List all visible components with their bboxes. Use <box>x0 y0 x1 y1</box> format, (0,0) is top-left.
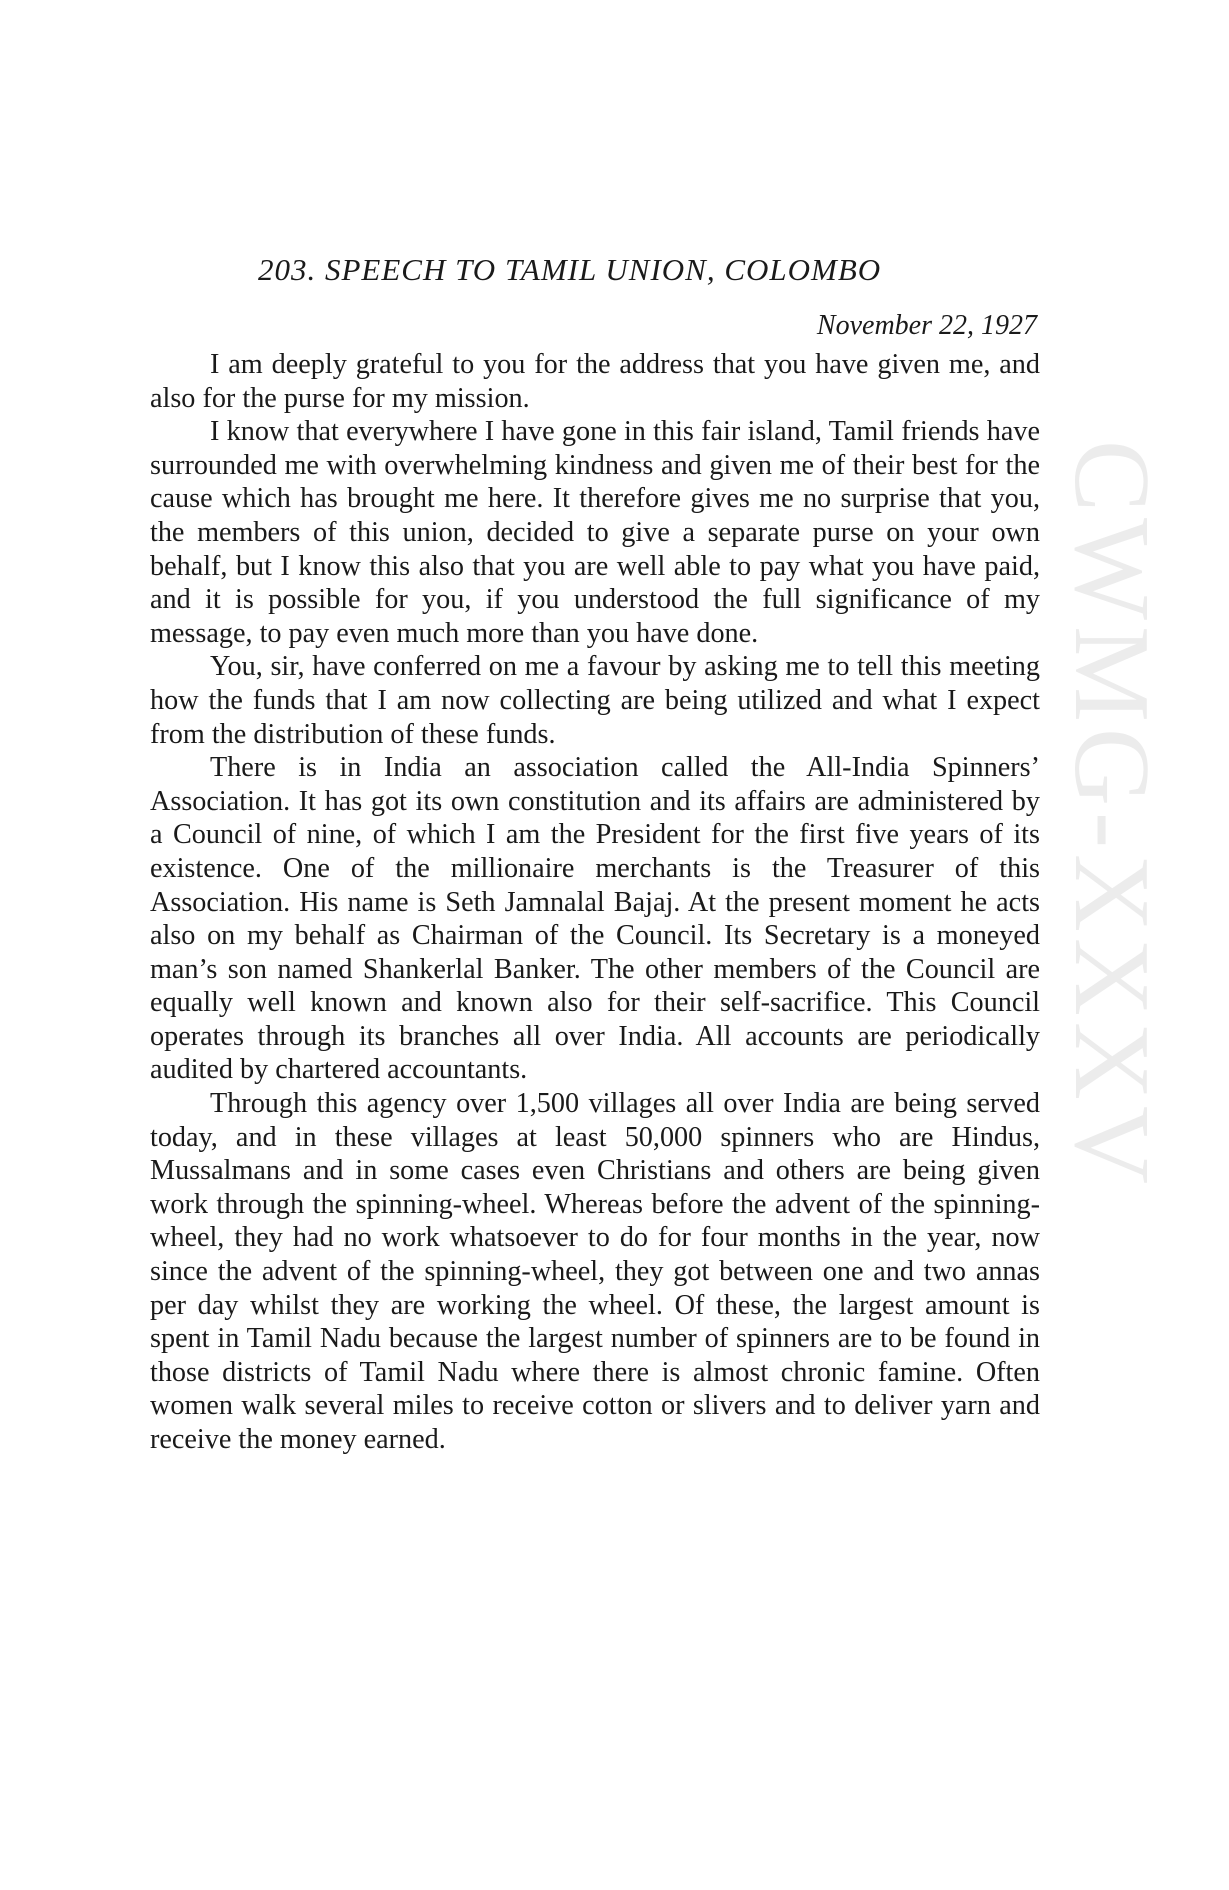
paragraph: You, sir, have conferred on me a favour by asking me to tell this meeting how the funds that I am now collecting are being utilized and what I expect from the distribution of these funds. <box>150 651 1040 750</box>
paragraph: There is in India an association called the All-India Spinners’ Association. It has got its own constitution and its affairs are administered by a Council of nine, of which I am the President for the first five years of its existence. One of the millionaire merchants is the Treasurer of this Association. His name is Seth Jamnalal Bajaj. At the present moment he acts also on my behalf as Chairman of the Council. Its Secretary is a moneyed man’s son named Shankerlal Banker. The other members of the Council are equally well known and known also for their self-sacrifice. This Council operates through its branches all over India. All accounts are periodically audited by chartered accountants. <box>150 752 1040 1086</box>
watermark: CWMG-XXXV <box>1052 440 1171 1190</box>
paragraph: Through this agency over 1,500 villages all over India are being served today, and in these villages at least 50,000 spinners who are Hindus, Mussalmans and in some cases even Christians and others are being given work through the spinning-wheel. Whereas before the advent of the spinning-wheel, they had no work whatsoever to do for four months in the year, now since the advent of the spinning-wheel, they got between one and two annas per day whilst they are working the wheel. Of these, the largest amount is spent in Tamil Nadu because the largest number of spinners are to be found in those districts of Tamil Nadu where there is almost chronic famine. Often women walk several miles to receive cotton or slivers and to deliver yarn and receive the money earned. <box>150 1088 1040 1455</box>
paragraph: I am deeply grateful to you for the address that you have given me, and also for the purse for my mission. <box>150 349 1040 414</box>
page-title: 203. SPEECH TO TAMIL UNION, COLOMBO <box>258 252 882 287</box>
speech-body <box>150 348 1040 1457</box>
speech-date: November 22, 1927 <box>816 310 1037 341</box>
paragraph: I know that everywhere I have gone in this fair island, Tamil friends have surrounded me with overwhelming kindness and given me of their best for the cause which has brought me here. It therefore gives me no surprise that you, the members of this union, decided to give a separate purse on your own behalf, but I know this also that you are well able to pay what you have paid, and it is possible for you, if you understood the full significance of my message, to pay even much more than you have done. <box>150 416 1040 649</box>
